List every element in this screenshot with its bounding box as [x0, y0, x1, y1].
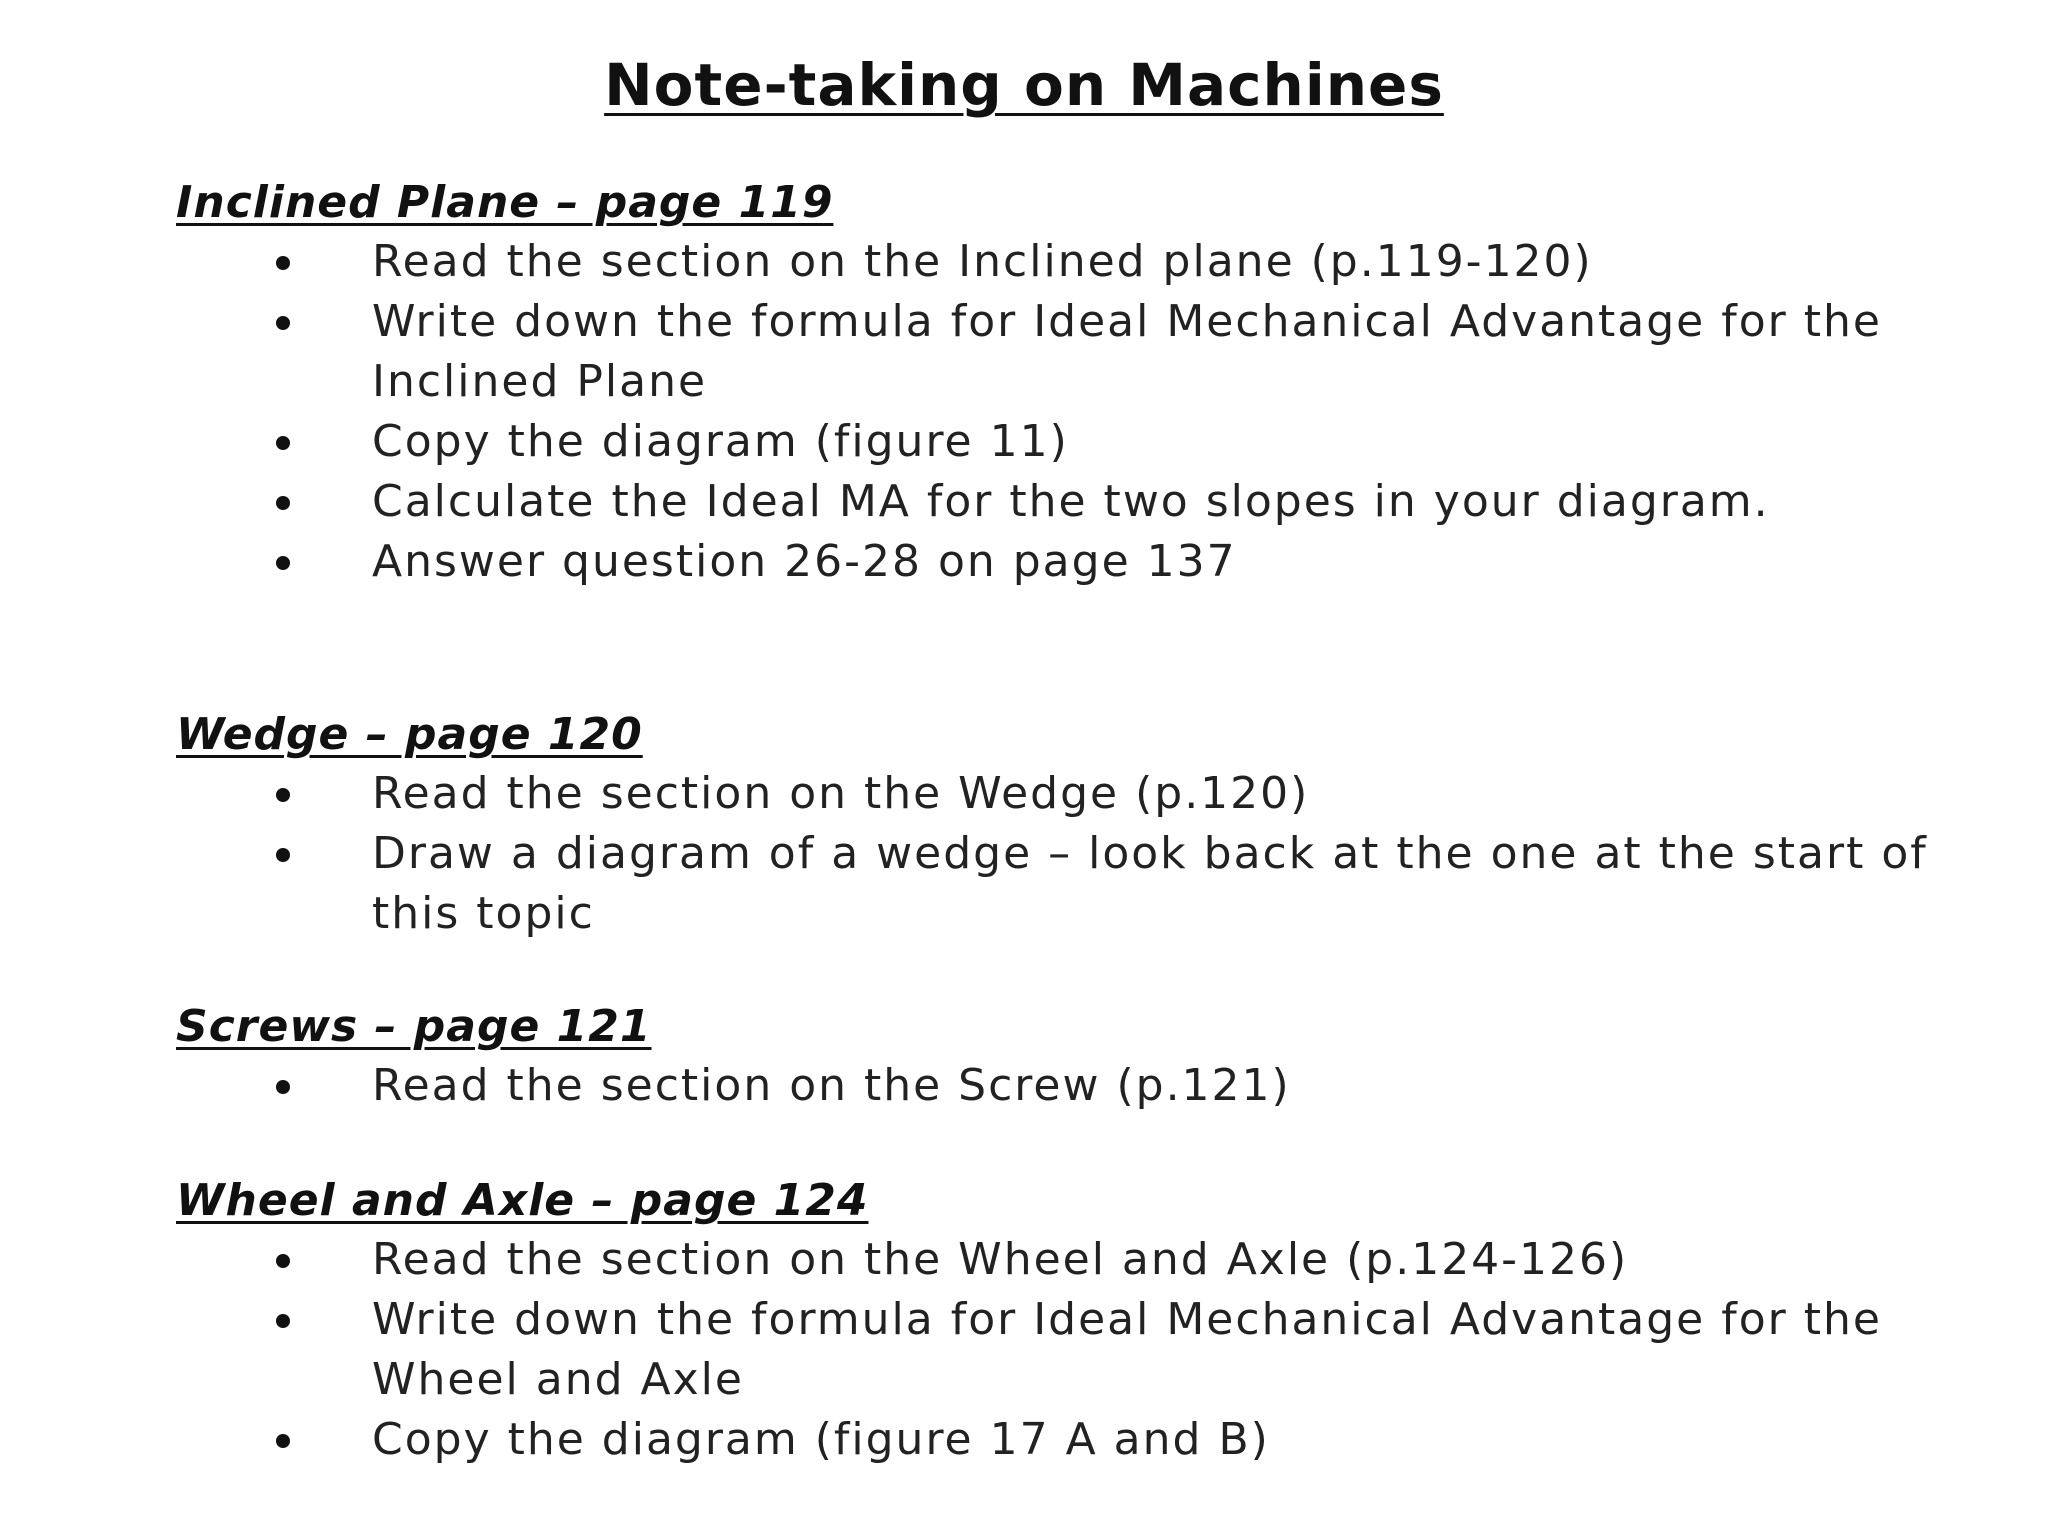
list-item	[176, 1290, 2012, 1410]
section-heading: Inclined Plane – page 119	[176, 177, 834, 228]
section-heading: Wedge – page 120	[176, 709, 643, 760]
bullet-icon	[276, 848, 290, 862]
bullet-list	[176, 764, 1996, 944]
list-item-text: Write down the formula for Ideal Mechanical Advantage for the Inclined Plane	[372, 296, 1882, 407]
bullet-list	[176, 1230, 1996, 1470]
section-heading: Wheel and Axle – page 124	[176, 1175, 869, 1226]
list-item-text: Read the section on the Screw (p.121)	[372, 1060, 1291, 1111]
list-item-text: Copy the diagram (figure 11)	[372, 416, 1069, 467]
list-item	[176, 824, 2012, 944]
list-item	[176, 1410, 2012, 1470]
bullet-icon	[276, 316, 290, 330]
list-item-text: Copy the diagram (figure 17 A and B)	[372, 1414, 1270, 1465]
list-item-text: Write down the formula for Ideal Mechanical Advantage for the Wheel and Axle	[372, 1294, 1882, 1405]
list-item-text: Read the section on the Inclined plane (p.119-120)	[372, 236, 1593, 287]
list-item-text: Draw a diagram of a wedge – look back at the one at the start of this topic	[372, 828, 1928, 939]
page-title: Note-taking on Machines	[604, 51, 1444, 119]
list-item	[176, 764, 2012, 824]
section-inclined-plane	[176, 174, 1996, 592]
section-heading: Screws – page 121	[176, 1001, 652, 1052]
bullet-icon	[276, 1254, 290, 1268]
bullet-list	[176, 1056, 1996, 1116]
bullet-icon	[276, 496, 290, 510]
list-item	[176, 232, 2012, 292]
list-item-text: Read the section on the Wheel and Axle (p.124-126)	[372, 1234, 1629, 1285]
bullet-icon	[276, 256, 290, 270]
list-item-text: Calculate the Ideal MA for the two slopes in your diagram.	[372, 476, 1770, 527]
list-item	[176, 532, 2012, 592]
bullet-icon	[276, 1080, 290, 1094]
list-item-text: Read the section on the Wedge (p.120)	[372, 768, 1310, 819]
list-item	[176, 472, 2012, 532]
section-screws	[176, 998, 1996, 1116]
list-item-text: Answer question 26-28 on page 137	[372, 536, 1237, 587]
bullet-list	[176, 232, 1996, 592]
list-item	[176, 1056, 2012, 1116]
bullet-icon	[276, 788, 290, 802]
section-wedge	[176, 706, 1996, 944]
list-item	[176, 412, 2012, 472]
bullet-icon	[276, 436, 290, 450]
bullet-icon	[276, 1434, 290, 1448]
list-item	[176, 1230, 2012, 1290]
bullet-icon	[276, 556, 290, 570]
section-wheel-and-axle	[176, 1172, 1996, 1470]
bullet-icon	[276, 1314, 290, 1328]
list-item	[176, 292, 2012, 412]
